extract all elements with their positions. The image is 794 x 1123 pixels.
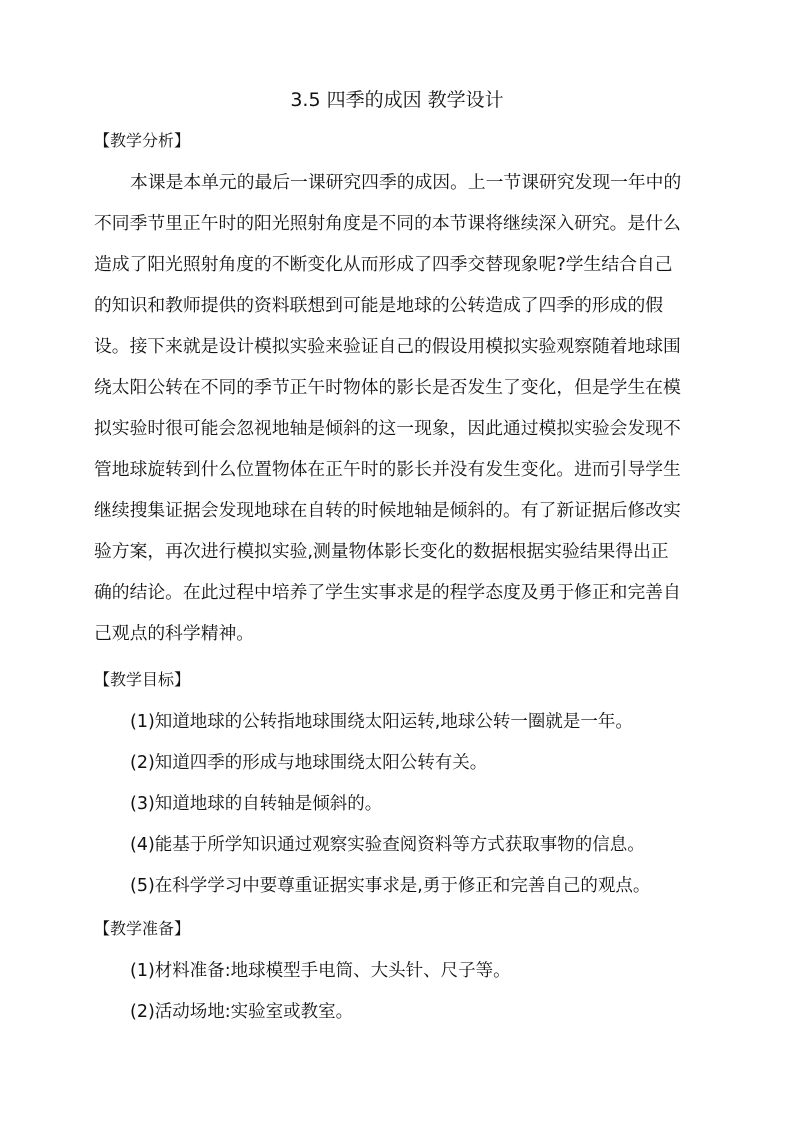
page-title: 3.5 四季的成因 教学设计 <box>290 89 504 111</box>
analysis-line-7: 拟实验时很可能会忽视地轴是倾斜的这一现象，因此通过模拟实验会发现不 <box>94 418 681 439</box>
section-heading-prep: 【教学准备】 <box>94 919 191 938</box>
analysis-line-3: 造成了阳光照射角度的不断变化从而形成了四季交替现象呢?学生结合自己 <box>94 254 673 275</box>
analysis-line-6: 绕太阳公转在不同的季节正午时物体的影长是否发生了变化，但是学生在模 <box>94 377 681 398</box>
analysis-line-11: 确的结论。在此过程中培养了学生实事求是的程学态度及勇于修正和完善自 <box>94 582 681 603</box>
section-heading-goals: 【教学目标】 <box>94 670 191 689</box>
analysis-line-8: 管地球旋转到什么位置物体在正午时的影长并没有发生变化。进而引导学生 <box>94 459 681 480</box>
analysis-line-4: 的知识和教师提供的资料联想到可能是地球的公转造成了四季的形成的假 <box>94 295 664 316</box>
analysis-line-12: 己观点的科学精神。 <box>94 623 255 644</box>
goal-item-4: (4)能基于所学知识通过观察实验查阅资料等方式获取事物的信息。 <box>130 835 645 855</box>
prep-item-1: (1)材料准备:地球模型手电筒、大头针、尺子等。 <box>130 961 511 981</box>
goal-item-2: (2)知道四季的形成与地球围绕太阳公转有关。 <box>130 753 488 773</box>
goal-item-3: (3)知道地球的自转轴是倾斜的。 <box>130 794 383 814</box>
goal-item-5: (5)在科学学习中要尊重证据实事求是,勇于修正和完善自己的观点。 <box>130 876 651 896</box>
analysis-line-10: 验方案，再次进行模拟实验,测量物体影长变化的数据根据实验结果得出正 <box>94 541 669 562</box>
section-heading-analysis: 【教学分析】 <box>94 131 191 150</box>
analysis-line-2: 不同季节里正午时的阳光照射角度是不同的本节课将继续深入研究。是什么 <box>94 213 681 234</box>
analysis-line-5: 设。接下来就是设计模拟实验来验证自己的假设用模拟实验观察随着地球围 <box>94 336 681 357</box>
analysis-line-9: 继续搜集证据会发现地球在自转的时候地轴是倾斜的。有了新证据后修改实 <box>94 500 681 521</box>
goal-item-1: (1)知道地球的公转指地球围绕太阳运转,地球公转一圈就是一年。 <box>130 712 633 732</box>
analysis-line-1: 本课是本单元的最后一课研究四季的成因。上一节课研究发现一年中的 <box>130 172 682 193</box>
prep-item-2: (2)活动场地:实验室或教室。 <box>130 1002 354 1022</box>
